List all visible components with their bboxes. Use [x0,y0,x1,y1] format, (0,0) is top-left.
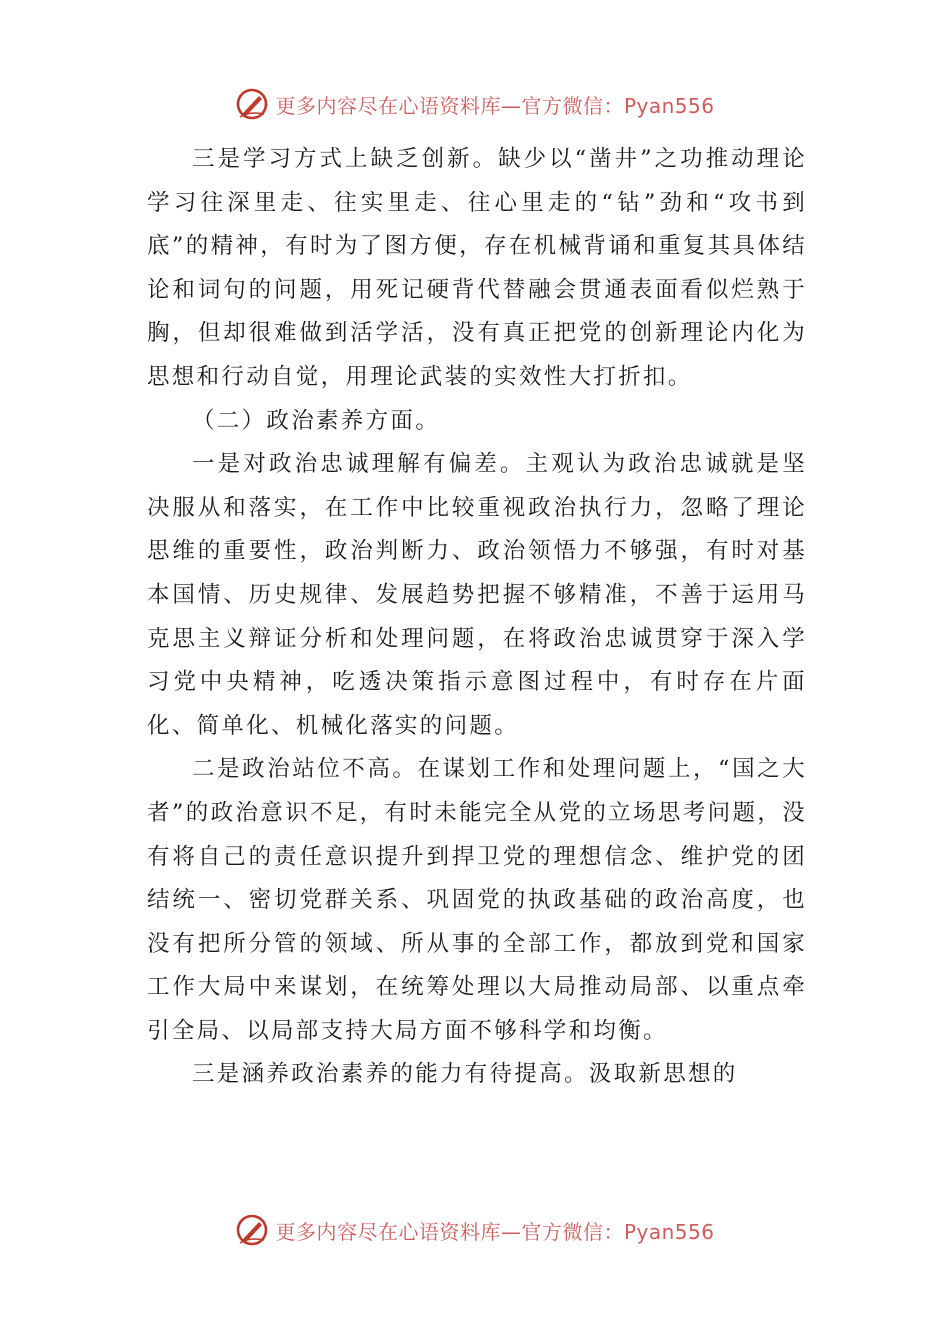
pen-logo-icon [235,87,269,121]
pen-logo-icon [235,1213,269,1247]
header-banner-text: 更多内容尽在心语资料库—官方微信：Pyan556 [275,93,715,118]
paragraph-political-loyalty: 一是对政治忠诚理解有偏差。主观认为政治忠诚就是坚决服从和落实，在工作中比较重视政治执行力，忽略了理论思维的重要性，政治判断力、政治领悟力不够强，有时对基本国情、历史规律、发展趋势把握不够精准，不善于运用马克思主义辩证分析和处理问题，在将政治忠诚贯穿于深入学习党中央精神，吃透决策指示意图过程中，有时存在片面化、简单化、机械化落实的问题。 [147,451,807,739]
footer-banner-text: 更多内容尽在心语资料库—官方微信：Pyan556 [275,1219,715,1244]
footer-banner-content [235,1213,714,1247]
paragraph-political-cultivation: 三是涵养政治素养的能力有待提高。汲取新思想的 [192,1061,738,1088]
section-heading-political-literacy: （二）政治素养方面。 [192,407,441,434]
footer-banner [0,1208,950,1252]
header-banner-content [235,87,714,121]
paragraph-study-methods: 三是学习方式上缺乏创新。缺少以“凿井”之功推动理论学习往深里走、往实里走、往心里走的“钻”劲和“攻书到底”的精神，有时为了图方便，存在机械背诵和重复其具体结论和词句的问题，用死记硬背代替融会贯通表面看似烂熟于胸，但却很难做到活学活，没有真正把党的创新理论内化为思想和行动自觉，用理论武装的实效性大打折扣。 [147,146,807,390]
document-body [147,138,807,1097]
paragraph-political-stance: 二是政治站位不高。在谋划工作和处理问题上，“国之大者”的政治意识不足，有时未能完全从党的立场思考问题，没有将自己的责任意识提升到捍卫党的理想信念、维护党的团结统一、密切党群关系、巩固党的执政基础的政治高度，也没有把所分管的领域、所从事的全部工作，都放到党和国家工作大局中来谋划，在统筹处理以大局推动局部、以重点牵引全局、以局部支持大局方面不够科学和均衡。 [147,756,807,1044]
header-banner [0,82,950,126]
